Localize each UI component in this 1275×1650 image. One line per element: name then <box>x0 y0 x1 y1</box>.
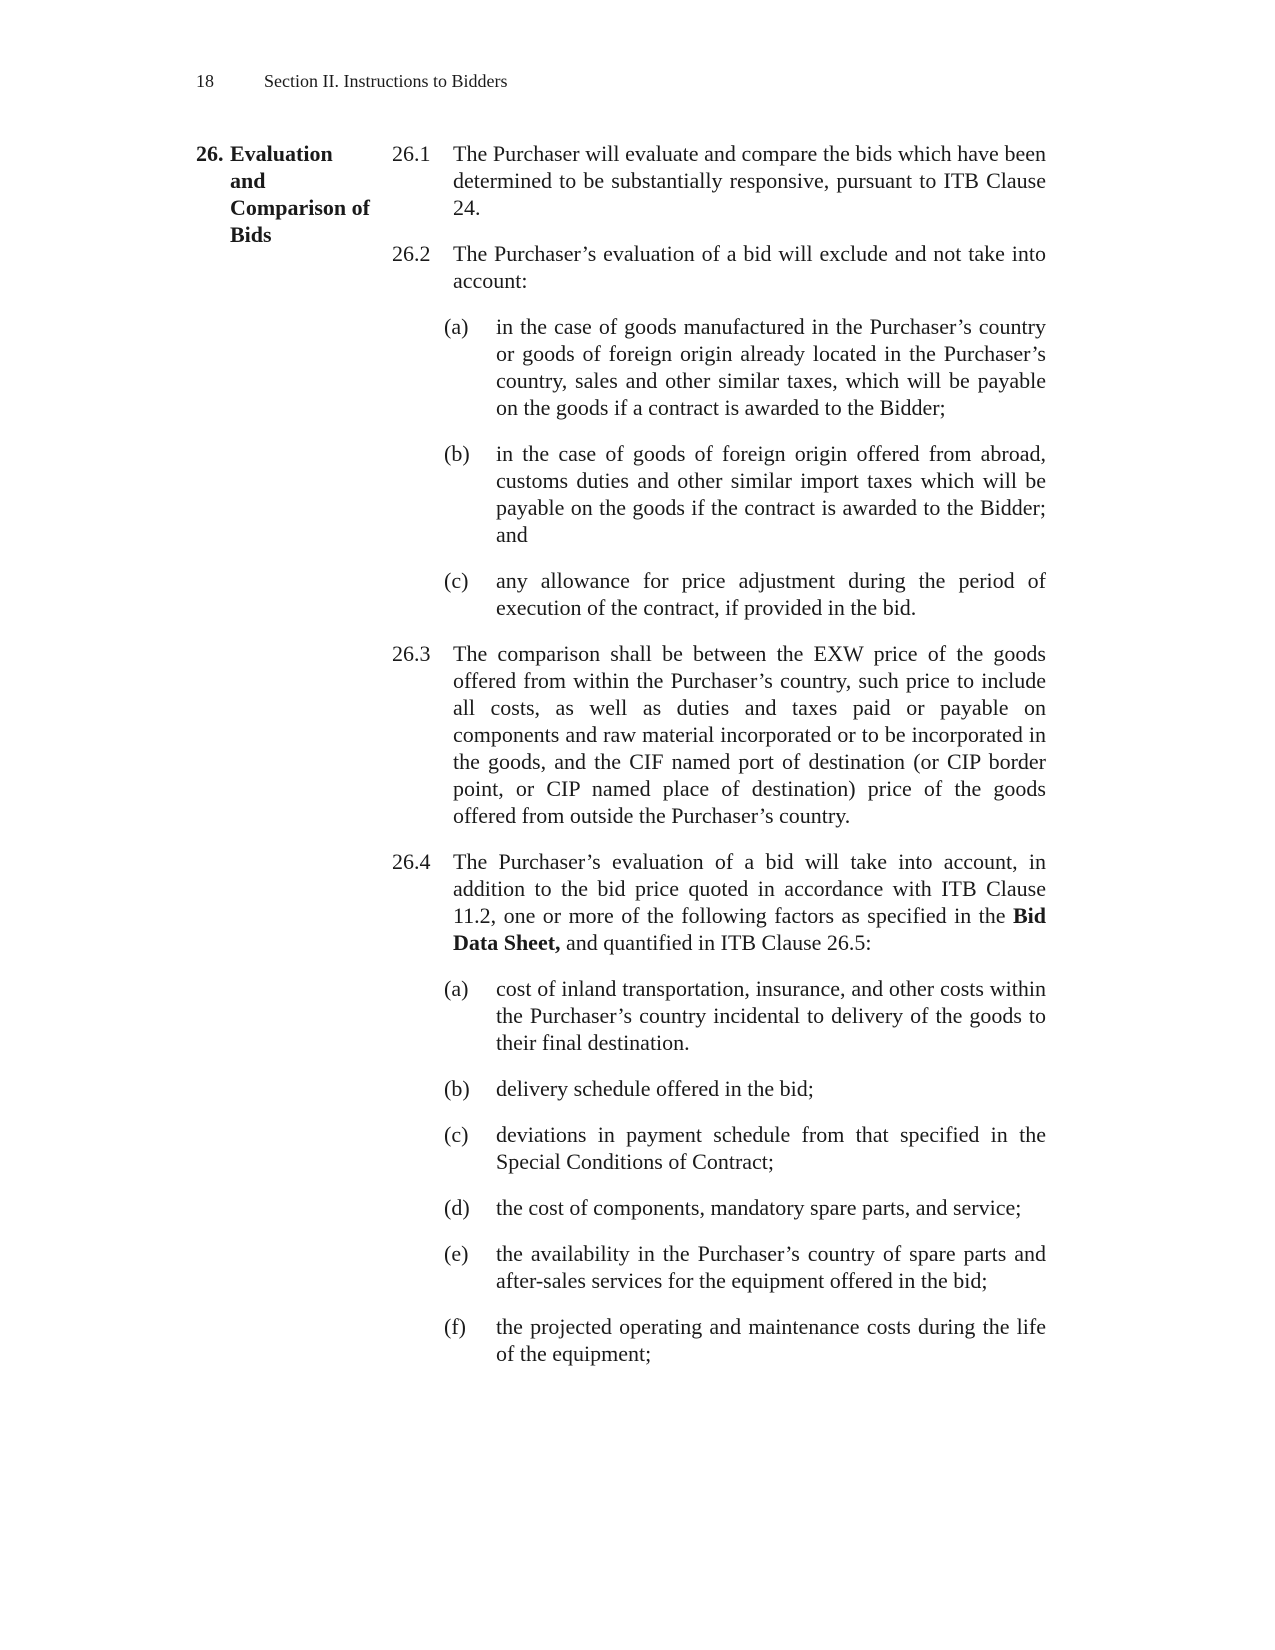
item-text: in the case of goods of foreign origin offered from abroad, customs duties and other similar import taxes which will be payable on the goods if the contract is awarded to the Bidder; and <box>496 441 1046 547</box>
list-item <box>392 313 1046 421</box>
clause-26-2 <box>392 240 1046 294</box>
clause-number: 26.2 <box>392 241 431 266</box>
section-title: Section II. Instructions to Bidders <box>264 71 508 91</box>
page-header <box>196 70 507 92</box>
clause-26-4-items <box>392 975 1046 1367</box>
heading-number: 26. <box>196 141 224 166</box>
page-number: 18 <box>196 71 214 91</box>
clause-text-part: and quantified in ITB Clause 26.5: <box>560 930 872 955</box>
heading-title: Evaluation and Comparison of Bids <box>230 141 370 247</box>
item-text: the availability in the Purchaser’s country of spare parts and after-sales services for the equipment offered in the bid; <box>496 1241 1046 1293</box>
item-label: (e) <box>444 1241 469 1266</box>
item-label: (c) <box>444 1122 469 1147</box>
item-label: (c) <box>444 568 469 593</box>
item-label: (f) <box>444 1314 466 1339</box>
clause-number: 26.1 <box>392 141 431 166</box>
item-label: (b) <box>444 1076 470 1101</box>
item-text: the cost of components, mandatory spare parts, and service; <box>496 1195 1022 1220</box>
clause-26-3 <box>392 640 1046 829</box>
list-item <box>392 567 1046 621</box>
clause-26-1 <box>392 140 1046 221</box>
clause-text: The Purchaser’s evaluation of a bid will exclude and not take into account: <box>453 241 1046 293</box>
clause-text-part: The Purchaser’s evaluation of a bid will take into account, in addition to the bid price quoted in accordance with ITB Clause 11.2, one or more of the following factors as specified in the <box>453 849 1046 928</box>
clause-text: The Purchaser will evaluate and compare the bids which have been determined to be substantially responsive, pursuant to ITB Clause 24. <box>453 141 1046 220</box>
clause-text <box>453 848 1046 956</box>
clause-text: The comparison shall be between the EXW price of the goods offered from within the Purchaser’s country, such price to include all costs, as well as duties and taxes paid or payable on components and raw material incorporated or to be incorporated in the goods, and the CIF named port of destination (or CIP border point, or CIP named place of destination) price of the goods offered from outside the Purchaser’s country. <box>453 641 1046 828</box>
clause-heading <box>196 140 371 248</box>
item-label: (d) <box>444 1195 470 1220</box>
clause-body <box>392 140 1046 1367</box>
item-text: any allowance for price adjustment during the period of execution of the contract, if provided in the bid. <box>496 568 1046 620</box>
clause-26-2-items <box>392 313 1046 621</box>
list-item <box>392 1194 1046 1221</box>
list-item <box>392 440 1046 548</box>
list-item <box>392 1075 1046 1102</box>
item-label: (a) <box>444 976 469 1001</box>
item-label: (b) <box>444 441 470 466</box>
item-text: cost of inland transportation, insurance, and other costs within the Purchaser’s country incidental to delivery of the goods to their final destination. <box>496 976 1046 1055</box>
list-item <box>392 1313 1046 1367</box>
list-item <box>392 1121 1046 1175</box>
clause-number: 26.4 <box>392 849 431 874</box>
list-item <box>392 975 1046 1056</box>
item-text: the projected operating and maintenance costs during the life of the equipment; <box>496 1314 1046 1366</box>
item-label: (a) <box>444 314 469 339</box>
clause-number: 26.3 <box>392 641 431 666</box>
clause-26-4 <box>392 848 1046 956</box>
bid-data-sheet-reference: Bid Data Sheet, <box>453 903 1046 955</box>
item-text: deviations in payment schedule from that specified in the Special Conditions of Contract; <box>496 1122 1046 1174</box>
list-item <box>392 1240 1046 1294</box>
item-text: in the case of goods manufactured in the Purchaser’s country or goods of foreign origin already located in the Purchaser’s country, sales and other similar taxes, which will be payable on the goods if a contract is awarded to the Bidder; <box>496 314 1046 420</box>
item-text: delivery schedule offered in the bid; <box>496 1076 814 1101</box>
